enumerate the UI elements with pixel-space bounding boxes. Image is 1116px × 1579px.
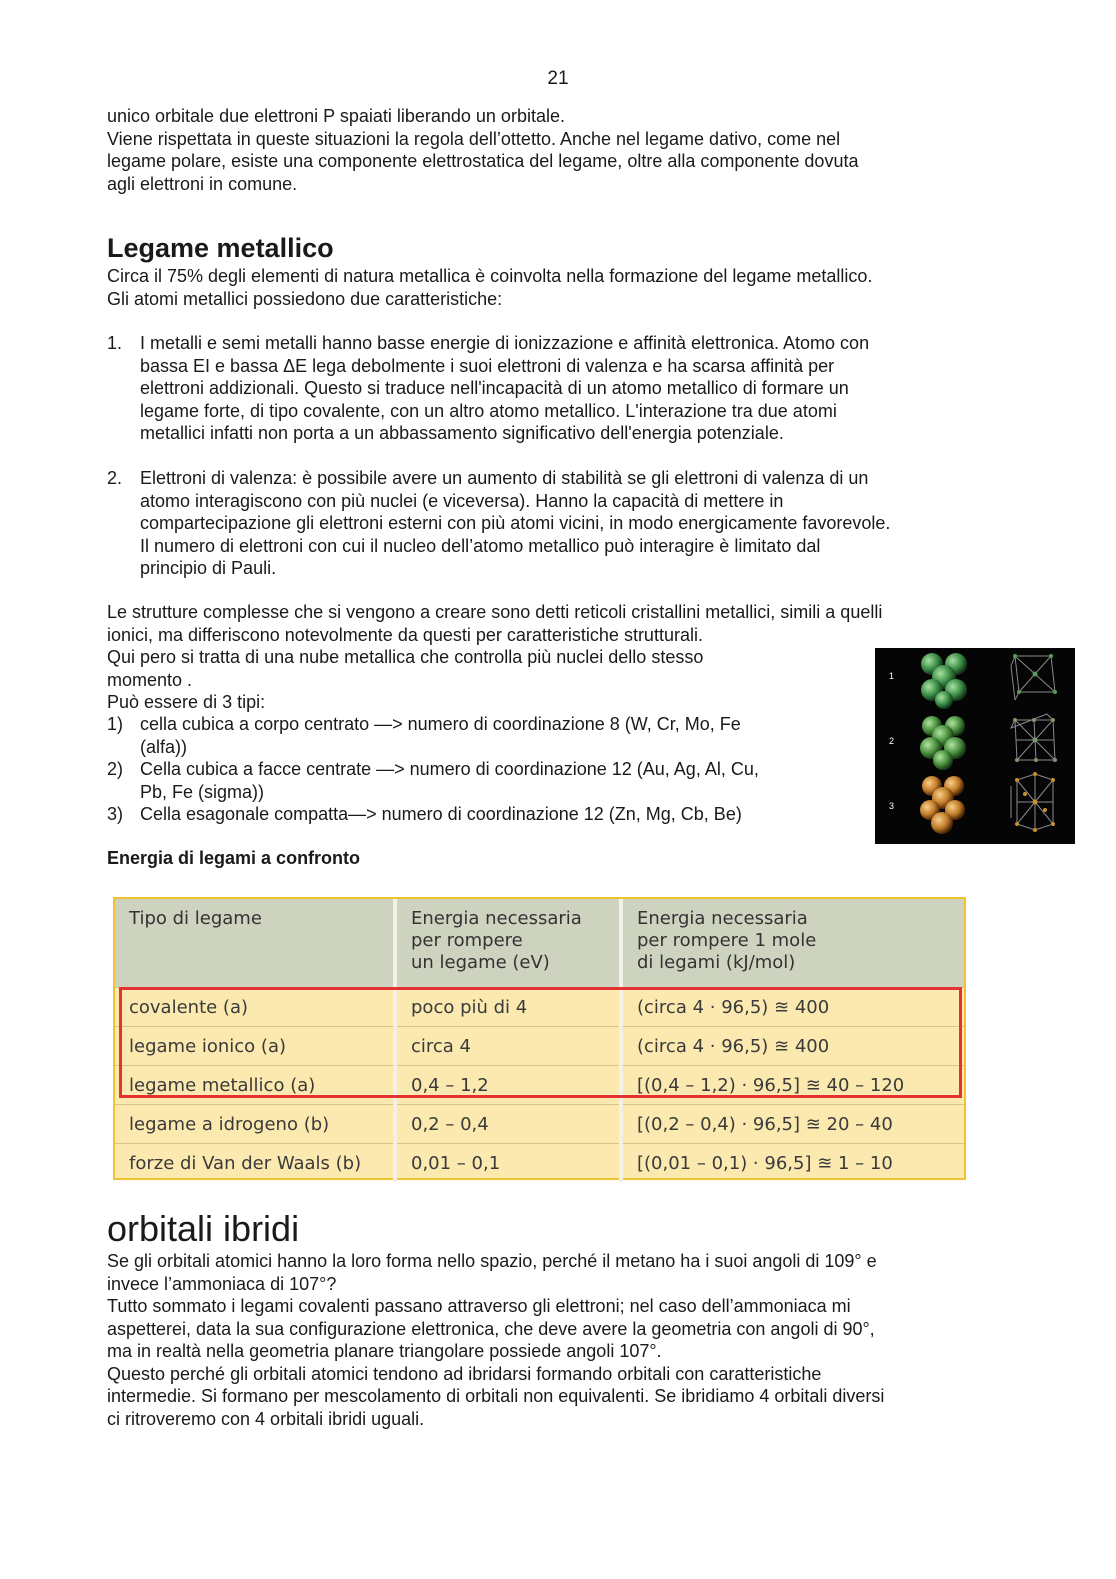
text-line: intermedie. Si formano per mescolamento di orbitali non equivalenti. Se ibridiamo 4 orbitali diversi [107,1386,885,1406]
figure-label: 1 [889,671,895,681]
page-number: 21 [547,68,569,89]
table-cell: legame metallico (a) [115,1066,395,1105]
text-line: Circa il 75% degli elementi di natura metallica è coinvolta nella formazione del legame metallico. [107,266,873,286]
table-cell: forze di Van der Waals (b) [115,1144,395,1183]
text-line: Cella esagonale compatta—> numero di coordinazione 12 (Zn, Mg, Cb, Be) [140,804,742,824]
text-line: elettroni addizionali. Questo si traduce nell'incapacità di un atomo metallico di formare un [140,378,849,398]
bond-energy-table-grid [115,899,964,1182]
list-number: 2) [107,759,124,779]
text-line: atomo interagiscono con più nuclei (e viceversa). Hanno la capacità di mettere in [140,490,784,511]
table-header-row [115,899,964,988]
table-row [115,1066,964,1105]
section-heading-hybrid-orbitals: orbitali ibridi [107,1208,300,1249]
text-line: Qui pero si tratta di una nube metallica che controlla più nuclei dello stesso [107,647,704,667]
header-line: per rompere [411,930,523,951]
column-header-energy-ev [395,899,621,988]
table-cell: [(0,2 – 0,4) · 96,5] ≊ 20 – 40 [621,1105,964,1144]
text-line: ci ritroveremo con 4 orbitali ibridi uguali. [107,1408,425,1429]
text-line: compartecipazione gli elettroni esterni con più atomi vicini, in modo energicamente favorevole. [140,513,891,533]
table-cell: 0,01 – 0,1 [395,1144,621,1183]
hybrid-paragraph [107,1250,1007,1430]
column-header-bond-type [115,899,395,988]
text-line: I metalli e semi metalli hanno basse energie di ionizzazione e affinità elettronica. Atomo con [140,333,870,353]
list-number: 1) [107,714,124,734]
list-item [107,758,867,803]
list-item [107,803,867,826]
table-row [115,1027,964,1066]
text-line: Le strutture complesse che si vengono a creare sono detti reticoli cristallini metallici, simili a quelli [107,602,883,622]
text-line: Il numero di elettroni con cui il nucleo dell’atomo metallico può interagire è limitato dal [140,535,821,556]
text-line: Tutto sommato i legami covalenti passano attraverso gli elettroni; nel caso dell’ammoniaca mi [107,1296,851,1316]
structures-paragraph [107,601,1007,714]
hcp-wireframe [1011,774,1053,830]
energy-table-heading: Energia di legami a confronto [107,848,361,868]
header-line: per rompere 1 mole [637,930,817,951]
intro-paragraph [107,105,1007,195]
text-line: invece l’ammoniaca di 107°? [107,1273,337,1294]
table-cell: legame ionico (a) [115,1027,395,1066]
table-cell: 0,2 – 0,4 [395,1105,621,1144]
text-line: cella cubica a corpo centrato —> numero di coordinazione 8 (W, Cr, Mo, Fe [140,714,741,734]
text-line: Cella cubica a facce centrate —> numero di coordinazione 12 (Au, Ag, Al, Cu, [140,759,759,779]
table-cell: 0,4 – 1,2 [395,1066,621,1105]
table-row [115,1105,964,1144]
text-line: momento . [107,669,193,690]
header-line: Tipo di legame [129,908,262,929]
text-line: Viene rispettata in queste situazioni la regola dell’ottetto. Anche nel legame dativo, come nel [107,128,841,149]
text-line: Elettroni di valenza: è possibile avere un aumento di stabilità se gli elettroni di valenza di un [140,468,869,488]
header-line: un legame (eV) [411,952,550,973]
text-line: Può essere di 3 tipi: [107,692,266,712]
header-line: Energia necessaria [411,908,582,929]
text-line: unico orbitale due elettroni P spaiati liberando un orbitale. [107,106,565,126]
figure-label: 2 [889,736,895,746]
column-header-energy-kjmol [621,899,964,988]
table-cell: (circa 4 · 96,5) ≊ 400 [621,1027,964,1066]
table-row [115,988,964,1027]
crystal-lattice-figure [875,648,1075,844]
text-line: aspetterei, data la sua configurazione elettronica, che deve avere la geometria con angoli di 90°, [107,1318,875,1339]
text-line: legame forte, di tipo covalente, con un altro atomo metallico. L'interazione tra due atomi [140,400,837,421]
text-line: legame polare, esiste una componente elettrostatica del legame, oltre alla componente dovuta [107,151,859,171]
text-line: ma in realtà nella geometria planare triangolare possiede angoli 107°. [107,1341,662,1361]
table-cell: covalente (a) [115,988,395,1027]
text-line: ionici, ma differiscono notevolmente da questi per caratteristiche strutturali. [107,624,703,645]
header-line: Energia necessaria [637,908,808,929]
text-line: Questo perché gli orbitali atomici tendono ad ibridarsi formando orbitali con caratteristiche [107,1363,822,1384]
crystal-lattice-illustration [875,648,1075,844]
table-row [115,1144,964,1183]
table-cell: circa 4 [395,1027,621,1066]
list-item [107,332,1007,445]
list-item [107,467,1007,580]
hcp-spheres [920,776,965,834]
header-line: di legami (kJ/mol) [637,952,796,973]
text-line: metallici infatti non porta a un abbassamento significativo dell'energia potenziale. [140,423,784,443]
bond-energy-table [113,897,966,1180]
table-cell: (circa 4 · 96,5) ≊ 400 [621,988,964,1027]
fcc-spheres [920,716,966,770]
table-cell: [(0,4 – 1,2) · 96,5] ≊ 40 – 120 [621,1066,964,1105]
text-line: Gli atomi metallici possiedono due caratteristiche: [107,288,503,309]
text-line: agli elettroni in comune. [107,173,298,194]
text-line: bassa EI e bassa ΔE lega debolmente i suoi elettroni di valenza e ha scarsa affinità per [140,355,835,376]
text-line: Se gli orbitali atomici hanno la loro forma nello spazio, perché il metano ha i suoi angoli di 109° e [107,1251,877,1271]
text-line: (alfa)) [140,736,188,757]
bcc-spheres [921,653,967,709]
list-number: 2. [107,468,123,488]
list-number: 1. [107,333,123,353]
section-heading-metallic-bond: Legame metallico [107,233,334,263]
list-number: 3) [107,804,124,824]
table-cell: [(0,01 – 0,1) · 96,5] ≊ 1 – 10 [621,1144,964,1183]
table-cell: legame a idrogeno (b) [115,1105,395,1144]
list-item [107,713,867,758]
metallic-intro [107,265,1007,310]
figure-label: 3 [889,801,895,811]
text-line: principio di Pauli. [140,558,277,578]
table-cell: poco più di 4 [395,988,621,1027]
text-line: Pb, Fe (sigma)) [140,781,265,802]
